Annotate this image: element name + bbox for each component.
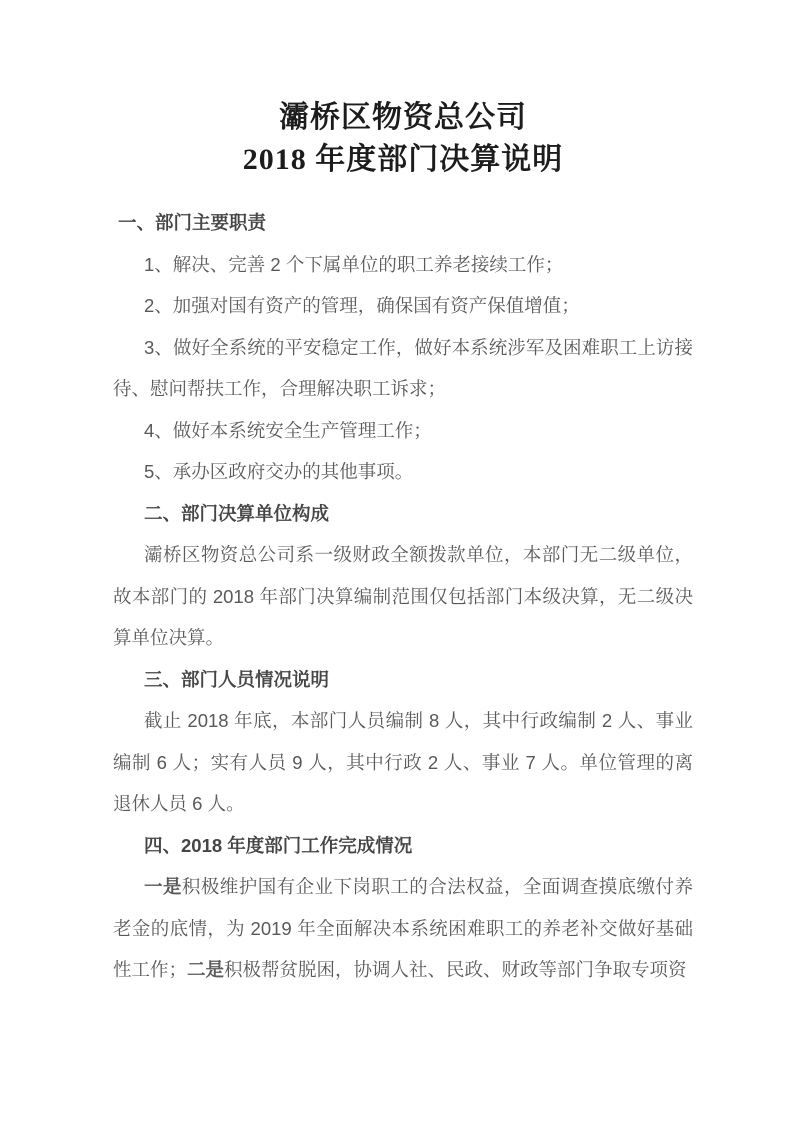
document-body bbox=[113, 202, 693, 991]
section-heading bbox=[113, 659, 693, 701]
bold-text-run: 一、部门主要职责 bbox=[118, 212, 267, 233]
bold-text-run: 二、部门决算单位构成 bbox=[144, 502, 330, 524]
text-run: 1、解决、完善 2 个下属单位的职工养老接续工作； bbox=[144, 253, 564, 275]
text-run: 3、做好全系统的平安稳定工作，做好本系统涉军及困难职工上访接待、慰问帮扶工作，合理解决职工诉求； bbox=[113, 336, 693, 399]
body-paragraph bbox=[113, 534, 693, 659]
numbered-item bbox=[113, 451, 693, 493]
text-run: 2、加强对国有资产的管理，确保国有资产保值增值； bbox=[144, 295, 580, 316]
text-run: 截止 2018 年底，本部门人员编制 8 人，其中行政编制 2 人、事业编制 6 人；实有人员 9 人，其中行政 2 人、事业 7 人。单位管理的离退休人员 6 人。 bbox=[113, 710, 693, 814]
bold-text-run: 四、2018 年度部门工作完成情况 bbox=[144, 834, 413, 856]
body-paragraph bbox=[113, 866, 693, 991]
bold-text-run: 三、部门人员情况说明 bbox=[144, 668, 330, 690]
text-run: 灞桥区物资总公司系一级财政全额拨款单位，本部门无二级单位，故本部门的 2018 年部门决算编制范围仅包括部门本级决算，无二级决算单位决算。 bbox=[113, 544, 693, 648]
document-title-line-1: 灞桥区物资总公司 bbox=[279, 101, 527, 134]
text-run: 积极帮贫脱困，协调人社、民政、财政等部门争取专项资 bbox=[224, 959, 687, 980]
numbered-item bbox=[113, 244, 693, 286]
text-run: 4、做好本系统安全生产管理工作； bbox=[144, 419, 432, 441]
numbered-item bbox=[113, 327, 693, 410]
text-run: 5、承办区政府交办的其他事项。 bbox=[144, 461, 414, 482]
text-run: 积极维护国有企业下岗职工的合法权益，全面调查摸底缴付养老金的底情，为 2019 年全面解决本系统困难职工的养老补交做好基础性工作； bbox=[113, 876, 693, 980]
body-paragraph bbox=[113, 700, 693, 825]
document-title-line-2: 2018 年度部门决算说明 bbox=[242, 142, 564, 176]
document-title-block bbox=[113, 97, 693, 180]
numbered-item bbox=[113, 285, 693, 327]
numbered-item bbox=[113, 410, 693, 452]
section-heading bbox=[113, 202, 693, 244]
section-heading bbox=[113, 493, 693, 535]
bold-text-run: 二是 bbox=[187, 959, 225, 980]
section-heading bbox=[113, 825, 693, 867]
bold-text-run: 一是 bbox=[144, 876, 182, 897]
